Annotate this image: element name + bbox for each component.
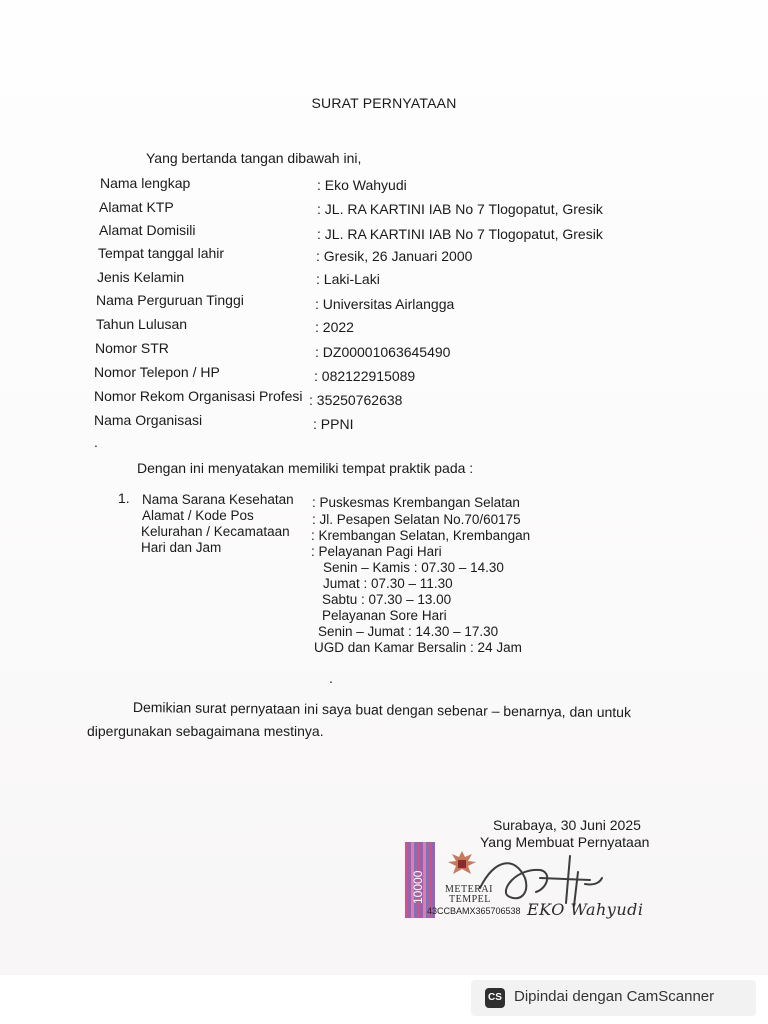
field-value: : 2022 [315,319,354,335]
schedule-line: Jumat : 07.30 – 11.30 [323,576,453,591]
stamp-word: METERAI [445,884,493,895]
statement-text: Dengan ini menyatakan memiliki tempat praktik pada : [137,460,474,476]
schedule-line: Sabtu : 07.30 – 13.00 [322,592,452,607]
camscanner-icon: CS [485,988,505,1008]
field-label: Nama lengkap [100,175,191,191]
field-label: Nama Perguruan Tinggi [96,292,244,308]
signer-title: Yang Membuat Pernyataan [480,834,650,850]
list-number: 1. [118,490,130,506]
schedule-line: UGD dan Kamar Bersalin : 24 Jam [314,640,522,655]
field-value: : Laki-Laki [316,271,380,287]
intro-text: Yang bertanda tangan dibawah ini, [146,150,362,166]
closing-line: Demikian surat pernyataan ini saya buat dengan sebenar – benarnya, dan untuk [132,699,632,721]
practice-label: Alamat / Kode Pos [142,508,254,523]
field-value: : JL. RA KARTINI IAB No 7 Tlogopatut, Gresik [317,201,603,217]
field-value: : Eko Wahyudi [317,177,407,193]
stray-mark: . [94,434,98,450]
field-label: Nomor STR [95,340,169,356]
schedule-line: Senin – Jumat : 14.30 – 17.30 [318,624,499,639]
practice-value: : Jl. Pesapen Selatan No.70/60175 [312,512,521,527]
stamp-serial: 43CCBAMX365706538 [427,906,521,916]
practice-value: : Pelayanan Pagi Hari [311,544,442,559]
field-value: : 082122915089 [314,368,416,384]
field-label: Nomor Telepon / HP [94,364,220,380]
field-label: Tempat tanggal lahir [98,245,225,261]
schedule-line: Pelayanan Sore Hari [322,608,447,623]
field-value: : Universitas Airlangga [315,296,455,312]
schedule-line: Senin – Kamis : 07.30 – 14.30 [323,560,504,575]
place-date: Surabaya, 30 Juni 2025 [493,817,641,833]
signer-name: EKO Wahyudi [527,900,644,919]
field-label: Tahun Lulusan [96,316,188,332]
practice-label: Nama Sarana Kesehatan [142,492,294,507]
field-value: : JL. RA KARTINI IAB No 7 Tlogopatut, Gresik [317,226,603,242]
field-label: Jenis Kelamin [97,269,185,285]
stamp-word: TEMPEL [449,894,491,905]
camscanner-label: Dipindai dengan CamScanner [514,988,715,1005]
closing-line: dipergunakan sebagaimana mestinya. [87,723,324,739]
practice-label: Kelurahan / Kecamataan [141,524,290,539]
practice-value: : Krembangan Selatan, Krembangan [311,528,531,543]
practice-label: Hari dan Jam [141,540,222,555]
field-value: : DZ00001063645490 [315,344,451,360]
field-label: Nomor Rekom Organisasi Profesi [94,388,303,404]
field-value: : Gresik, 26 Januari 2000 [316,248,473,264]
document-title: SURAT PERNYATAAN [311,95,457,111]
stray-mark: . [329,670,333,686]
field-value: : PPNI [313,416,354,432]
field-label: Alamat Domisili [99,222,196,238]
field-value: : 35250762638 [309,392,403,408]
field-label: Nama Organisasi [94,412,203,428]
practice-value: : Puskesmas Krembangan Selatan [312,495,520,510]
field-label: Alamat KTP [99,199,174,215]
camscanner-badge [471,980,756,1016]
stamp-amount: 10000 [411,870,425,904]
